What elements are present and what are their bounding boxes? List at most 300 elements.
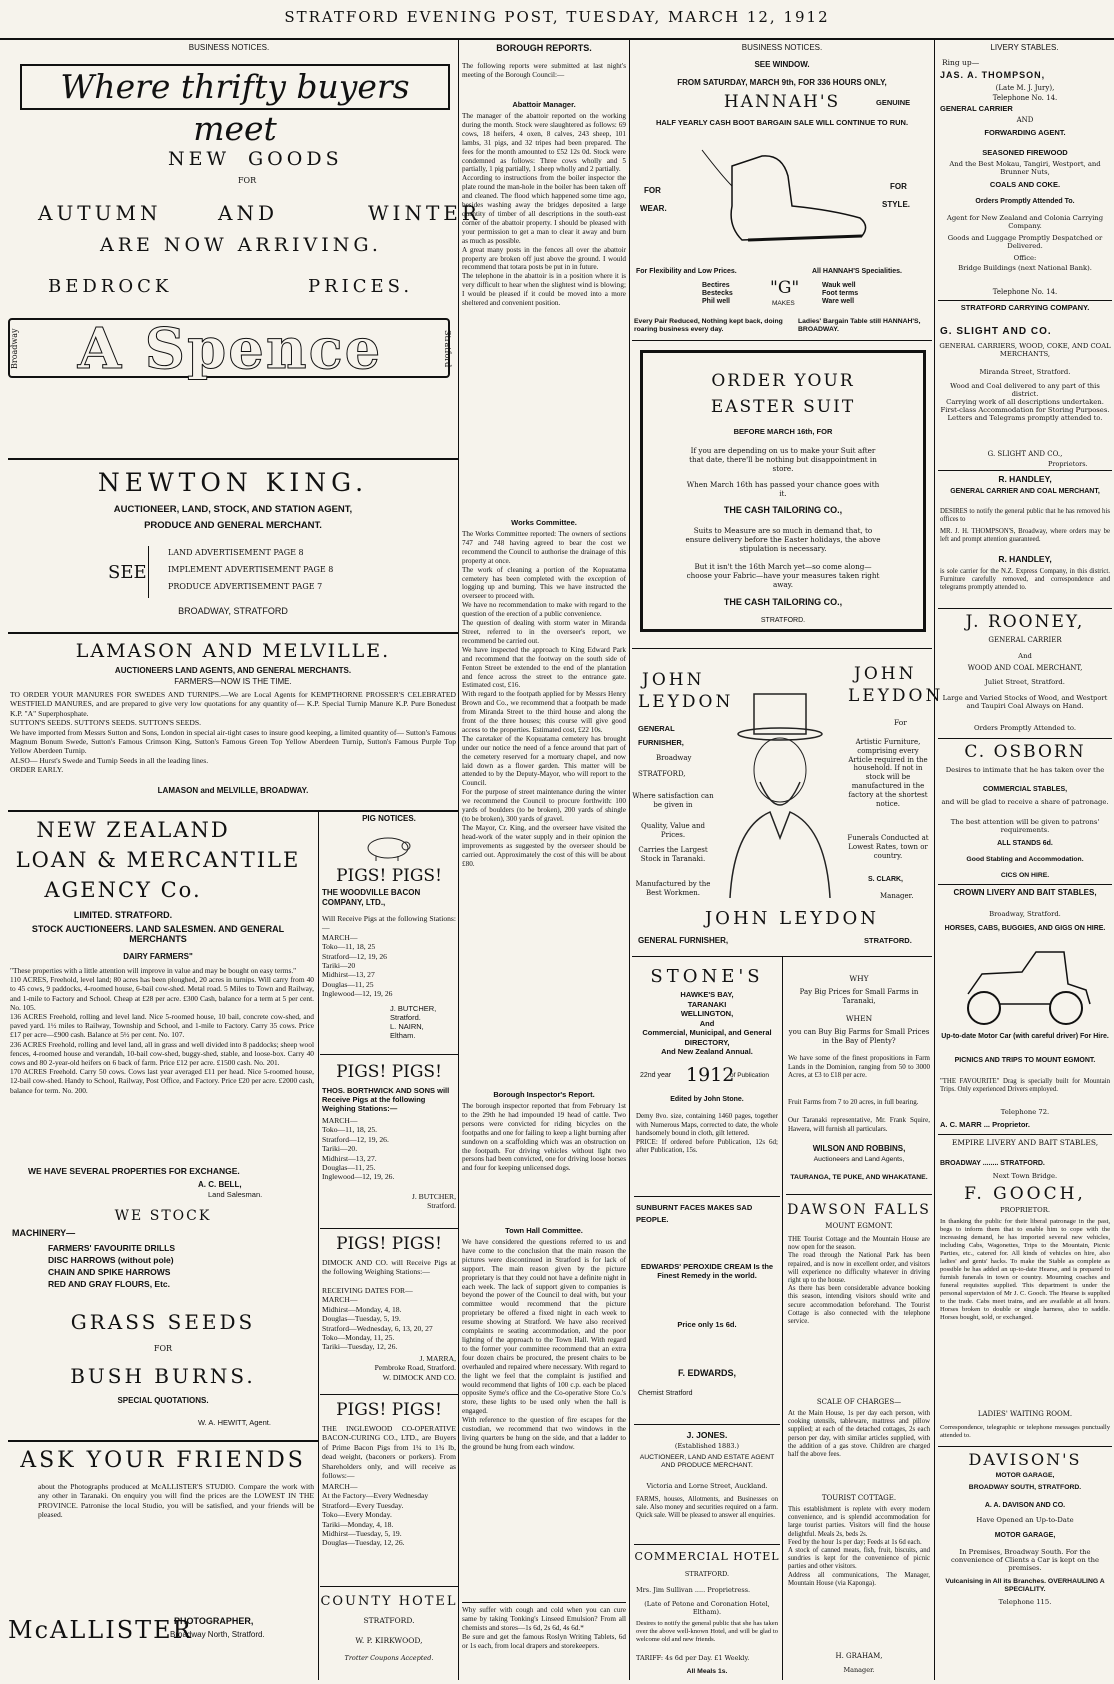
subhead: TOURIST COTTAGE.: [821, 1494, 897, 1502]
text: W. A. HEWITT, Agent.: [198, 1418, 271, 1427]
text: And: [1018, 652, 1032, 660]
text: A. C. MARR ... Proprietor.: [940, 1120, 1031, 1129]
text: HALF YEARLY CASH BOOT BARGAIN SALE WILL CONTINUE TO RUN.: [655, 118, 909, 127]
text: LAMASON and MELVILLE, BROADWAY.: [157, 786, 309, 795]
heading: EMPIRE LIVERY AND BAIT STABLES,: [951, 1138, 1099, 1147]
text: EDWARDS' PEROXIDE CREAM Is the Finest Remedy in the world.: [640, 1262, 774, 1280]
text: Correspondence, telegraphic or telephone messages punctually attended to.: [940, 1424, 1110, 1439]
text: PRODUCE AND GENERAL MERCHANT.: [144, 520, 322, 531]
stock-item: CHAIN AND SPIKE HARROWS: [48, 1267, 171, 1277]
rule: [632, 340, 932, 341]
text: H. GRAHAM,: [835, 1652, 883, 1660]
text: Ladies' Bargain Table still HANNAH'S, BROADWAY.: [798, 318, 921, 333]
text: NEW: [168, 148, 231, 170]
subhead: SCALE OF CHARGES—: [816, 1398, 902, 1406]
text: STOCK AUCTIONEERS. LAND SALESMEN. AND GENERAL MERCHANTS: [31, 924, 285, 944]
body: "These properties with a little attention will improve in value and may be bought on easy terms." 110 ACRES, Freehold, level land; 80 acres has been ploughed, 20 acres in turnips. Will carry from 40 to 45 cows, 9 paddocks, 4-roomed house, 6-bail cow-shed. Metal road. 5 Miles to Town and Railway, and 1-mile to Factory and School. Cheap at £28 per acre. £300 Cash, balance for a term at 5 per cent. No. 105. 136 ACRES Freehold, rolling and level land. Nice 5-roomed house, 10 bail, concrete cow-shed, and paved yard. 1½ miles to Railway, Township and School, and 1-mile to Factory. Carry 35 cows. Price £17 per acre—£900 cash. Balance at 5½ per cent. No. 107. 236 ACRES Freehold, rolling and level land, all in grass and well divided into 8 paddocks; sheep wool fences, 4-roomed house and verandah, 10-bail cow-shed, buggy-shed, stable, and loose-box. Carry 40 cows and 80 2-year-old heifers on 6 back of farm. Price £12 per acre. £1500 cash. No. 201. 170 ACRES Freehold. Carry 50 cows. Cows last year averaged £11 per head. Nice 5-roomed house, 12-bail cow-shed. Handy to School, Railway, Post Office, and Factory. Price £20 per acre. £2000 cash, balance for term. No. 200.: [10, 966, 314, 1095]
text: W. P. KIRKWOOD,: [355, 1636, 423, 1645]
text: GENUINE: [876, 98, 911, 107]
heading: PIGS! PIGS!: [336, 866, 442, 886]
body: MARCH— Toko—11, 18, 25. Stratford—12, 19, 26. Tariki—20. Midhirst—13, 27. Douglas—11, 25. Inglewood—12, 19, 26.: [322, 1116, 395, 1182]
text: TARIFF: 4s 6d per Day. £1 Weekly.: [636, 1654, 750, 1662]
rule: [632, 648, 932, 649]
text: Telephone 115.: [998, 1598, 1052, 1606]
rule: [938, 1134, 1112, 1135]
text: WINTER: [368, 201, 481, 225]
text: STRATFORD.: [864, 936, 912, 945]
rule: [320, 1228, 458, 1229]
sign: J. BUTCHER, Stratford.: [411, 1192, 456, 1211]
body: Fruit Farms from 7 to 20 acres, in full bearing.: [788, 1098, 919, 1106]
text: AUCTIONEER, LAND, STOCK, AND STATION AGENT,: [113, 504, 353, 515]
col-divider: [458, 40, 459, 1680]
text: BROADWAY ........ STRATFORD.: [940, 1160, 1045, 1167]
pig-notices: [320, 814, 458, 1680]
column-header: BUSINESS NOTICES.: [188, 43, 270, 52]
items: [48, 1242, 175, 1290]
rule: [320, 1586, 458, 1587]
text: GENERAL: [638, 724, 675, 733]
text: G. SLIGHT AND CO.,: [987, 450, 1063, 458]
dawson-falls-ad: [786, 1196, 932, 1680]
body: The borough inspector reported that from February 1st to the 29th he had impounded 19 head of cattle. Two persons were convicted for riding bicycles on the footpaths and one for failing to keep a light burning after sundown on a scaffolding which was an obstruction on the footpath. For driving vehicles without light two persons had been convicted, one for driving loose horses and four for keeping unlicensed dogs.: [462, 1102, 626, 1173]
heading: AGENCY Co.: [44, 878, 202, 902]
subhead: Abattoir Manager.: [512, 100, 576, 109]
rule: [634, 1424, 780, 1425]
text: Bridge Buildings (next National Bank).: [958, 264, 1092, 272]
text: Every Pair Reduced, Nothing kept back, doing roaring business every day.: [634, 318, 783, 333]
subhead: Works Committee.: [511, 518, 577, 527]
text: WEAR.: [640, 204, 667, 213]
broadway-scroll: Broadway: [10, 328, 19, 370]
body: Demy 8vo. size, containing 1460 pages, together with Numerous Maps, corrected to date, the whole handsomely bound in cloth, gilt lettered. PRICE: If ordered before Publication, 12s 6d; after Publication, 15s.: [636, 1112, 778, 1154]
brand-banner: [8, 316, 452, 382]
body: MARCH— At the Factory—Every Wednesday Stratford—Every Tuesday. Toko—Every Monday. Tariki—Monday, 4, 18. Midhirst—Tuesday, 5, 19. Douglas—Tuesday, 12, 26.: [322, 1482, 429, 1548]
heading: F. GOOCH,: [964, 1184, 1086, 1204]
text: LAND ADVERTISEMENT PAGE 8: [168, 548, 304, 557]
text: BEFORE MARCH 16th, FOR: [733, 427, 833, 436]
body: RECEIVING DATES FOR— MARCH— Midhirst—Monday, 4, 18. Douglas—Tuesday, 5, 19. Stratford—Wednesday, 6, 13, 20, 27 Toko—Monday, 11, 25. Tariki—Tuesday, 12, 26.: [322, 1286, 433, 1352]
header: PIG NOTICES.: [362, 814, 416, 823]
text: SEE WINDOW.: [754, 60, 810, 69]
text: (Late of Petone and Coronation Hotel, Eltham).: [644, 1600, 770, 1616]
text: THE CASH TAILORING CO.,: [723, 597, 843, 607]
text: BROADWAY, STRATFORD: [178, 606, 288, 616]
heading: R. HANDLEY,: [998, 474, 1052, 484]
text: Mrs. Jim Sullivan ..... Proprietress.: [636, 1586, 751, 1594]
text: THE WOODVILLE BACON COMPANY, LTD.,: [322, 888, 421, 907]
text: THOS. BORTHWICK AND SONS will Receive Pigs at the following Weighing Stations:—: [322, 1086, 450, 1113]
text: COALS AND COKE.: [989, 180, 1061, 189]
text: Victoria and Lorne Street, Auckland.: [646, 1482, 768, 1490]
rule: [8, 458, 458, 460]
spence-ad: [8, 56, 481, 456]
text: Where satisfaction can be given in: [632, 792, 714, 809]
heading: WE STOCK: [114, 1208, 212, 1224]
col-divider: [934, 40, 935, 1680]
text: (Late M. J. Jury),: [995, 84, 1055, 92]
text: COMMERCIAL STABLES,: [982, 786, 1068, 793]
text: DIMOCK AND CO. will Receive Pigs at the following Weighing Stations:—: [322, 1258, 456, 1277]
text: Broadway: [656, 754, 692, 762]
rule: [938, 608, 1112, 609]
text: Chemist Stratford: [638, 1390, 693, 1397]
text: STRATFORD.: [363, 1616, 415, 1625]
text: STRATFORD.: [760, 617, 806, 624]
text: FURNISHER,: [638, 738, 684, 747]
text: SUNBURNT FACES MAKES SAD PEOPLE.: [636, 1203, 753, 1224]
body: TO ORDER YOUR MANURES FOR SWEDES AND TURNIPS.—We are Local Agents for KEMPTHORNE PROSSER'S CELEBRATED WESTFIELD MANURES, and are prepared to give very low quotations for any quantity of— K.P. Special Turnip Manure K.P. Pure Bonedust K.P. "A" Superphosphate. SUTTON'S SEEDS. SUTTON'S SEEDS. SUTTON'S SEEDS. We have imported from Messrs Sutton and Sons, London in special air-tight cases to insure good keeping, a limited quantity of— Sutton's Famous Magnum Bonum Swede, Sutton's Famous Crimson King, Sutton's Famous Green Top Yellow Aberdeen Turnip, Sutton's Famous Purple Top Yellow Aberdeen Turnip. ALSO— Hurst's Swede and Turnip Seeds in all the leading lines. ORDER EARLY.: [10, 690, 456, 775]
text: 22nd year: [640, 1072, 672, 1079]
heading: R. HANDLEY,: [998, 554, 1052, 564]
text: BEDROCK: [48, 276, 173, 297]
motor-car-icon: [952, 944, 1098, 1028]
text: AND: [218, 201, 278, 225]
heading: ASK YOUR FRIENDS: [20, 1448, 306, 1473]
rule: [8, 810, 458, 812]
heading: COMMERCIAL HOTEL: [634, 1550, 780, 1563]
text: Have Opened an Up-to-Date: [976, 1516, 1074, 1524]
text: But it isn't the 16th March yet—so come along—choose your Fabric—have your measures taken right away.: [686, 562, 880, 589]
pig-icon: [360, 832, 416, 862]
rule: [938, 300, 1112, 301]
text: A. A. DAVISON AND CO.: [984, 1502, 1066, 1509]
col-divider: [318, 812, 319, 1680]
text: All Meals 1s.: [686, 1668, 728, 1675]
text: STRATFORD.: [684, 1570, 730, 1578]
heading: BUSH BURNS.: [70, 1364, 256, 1388]
text: LADIES' WAITING ROOM.: [977, 1410, 1073, 1418]
text: AND: [1016, 116, 1034, 124]
leydon-ad: [632, 652, 944, 956]
stones-ad: [634, 960, 780, 1240]
text: Manager.: [843, 1666, 875, 1674]
text: DAIRY FARMERS": [123, 952, 193, 961]
heading: NEWTON KING.: [97, 468, 369, 497]
text: Miranda Street, Stratford.: [979, 368, 1071, 376]
text: MOTOR GARAGE,: [995, 1472, 1055, 1479]
text: ALL STANDS 6d.: [997, 840, 1053, 847]
text: Carries the Largest Stock in Taranaki.: [638, 846, 708, 863]
rule: [938, 884, 1112, 885]
text: Juliet Street, Stratford.: [985, 678, 1065, 686]
rule: [634, 1544, 780, 1545]
text: Office:: [1013, 254, 1037, 262]
text: STRATFORD,: [638, 770, 686, 778]
text: All HANNAH'S Specialities.: [812, 268, 902, 275]
text: Manufactured by the Best Workmen.: [635, 880, 711, 897]
text: Telephone No. 14.: [992, 94, 1058, 102]
rule: [462, 1602, 626, 1603]
heading: LEYDON: [848, 686, 944, 706]
text: Up-to-date Motor Car (with careful driver) For Hire.: [941, 1033, 1109, 1040]
text: CICS ON HIRE.: [1000, 872, 1050, 879]
text: LIMITED. STRATFORD.: [73, 910, 173, 920]
text: Pay Big Prices for Small Farms in Taranaki,: [799, 988, 919, 1005]
text: J. BUTCHER,: [390, 1004, 437, 1013]
text: GENERAL FURNISHER,: [638, 936, 729, 945]
text: Next Town Bridge.: [992, 1172, 1058, 1180]
text: SEASONED FIREWOOD: [982, 148, 1068, 157]
text: BROADWAY SOUTH, STRATFORD.: [968, 1484, 1082, 1491]
text: GENERAL CARRIERS, WOOD, COKE, AND COAL MERCHANTS,: [939, 342, 1111, 358]
bracket: [148, 546, 150, 598]
text: Eltham.: [390, 1031, 416, 1040]
sign: J. MARRA, Pembroke Road, Stratford. W. DIMOCK AND CO.: [374, 1354, 456, 1382]
text: MR. J. H. THOMPSON'S, Broadway, where orders may be left and prompt attention guaranteed.: [940, 528, 1110, 543]
text: (Established 1883.): [674, 1442, 740, 1450]
hannahs-ad: [632, 56, 932, 340]
text: F. EDWARDS,: [677, 1368, 736, 1378]
body: FARMS, houses, Allotments, and Businesses on sale. Also money and securities required on a farm. Quick sale. Will be pleased to answer all enquiries.: [636, 1496, 778, 1520]
text: GENERAL CARRIER: [988, 636, 1062, 644]
text: MOUNT EGMONT.: [825, 1222, 893, 1230]
text: Desires to intimate that he has taken over the: [945, 766, 1105, 774]
text: STRATFORD CARRYING COMPANY.: [960, 303, 1090, 312]
body: We have some of the finest propositions in Farm Lands in the Dominion, ranging from 50 to 3000 Acres, at £3 to £18 per acre.: [788, 1054, 930, 1080]
rule: [938, 738, 1112, 739]
text: PROPRIETOR.: [1000, 1206, 1050, 1214]
text: PRICES.: [308, 276, 414, 297]
text: GOODS: [248, 148, 343, 170]
text: WHY: [849, 974, 869, 983]
text: SEE: [108, 562, 147, 583]
body: Will Receive Pigs at the following Stations:— MARCH— Toko—11, 18, 25 Stratford—12, 19, 26 Tariki—20 Midhirst—13, 27 Douglas—11, 25 Inglewood—12, 19, 26: [322, 914, 456, 999]
text: STYLE.: [882, 200, 911, 209]
text: MAKES: [772, 300, 795, 307]
text: is sole carrier for the N.Z. Express Company, in this district. Furniture carefully removed, and correspondence and telegrams promptly attended to.: [940, 568, 1110, 591]
rule: [634, 1196, 780, 1197]
column-header: BOROUGH REPORTS.: [496, 43, 592, 53]
text: Wauk well Foot terms Ware well: [822, 282, 859, 305]
text: Vulcanising in All its Branches. OVERHAULING A SPECIALITY.: [945, 1578, 1105, 1593]
text: Edited by John Stone.: [670, 1096, 744, 1103]
text: HORSES, CABS, BUGGIES, AND GIGS ON HIRE.: [944, 925, 1106, 932]
heading: McALLISTER: [8, 1616, 193, 1644]
text: FOR: [153, 1344, 173, 1353]
portrait-icon: [720, 688, 840, 908]
heading: LOAN & MERCANTILE: [15, 848, 301, 872]
text: For: [894, 718, 907, 727]
text: IMPLEMENT ADVERTISEMENT PAGE 8: [168, 565, 334, 574]
text: of Publication: [730, 1072, 770, 1079]
text: ARE NOW ARRIVING.: [100, 234, 382, 256]
mcallister-ad: [8, 1444, 318, 1680]
text: THE INGLEWOOD CO-OPERATIVE BACON-CURING CO., LTD., are Buyers of Prime Bacon Pigs from 1¼ to 1¾ lb, dead weight, (baconers or porkers). From Shareholders only, and will receive as follows:—: [322, 1424, 456, 1481]
text: GENERAL CARRIER: [940, 104, 1013, 113]
body: Why suffer with cough and cold when you can cure same by taking Tonking's Linseed Emulsion? From all chemists and stores—1s 6d, 2s 6d, 4s 6d.* Be sure and get the famous Roslyn Writing Tablets, 6d or 1s each, from local drapers and storekeepers.: [462, 1606, 626, 1650]
text: PRODUCE ADVERTISEMENT PAGE 7: [168, 582, 323, 591]
rule: [786, 1194, 932, 1195]
column-header: LIVERY STABLES.: [990, 43, 1059, 52]
text: WOOD AND COAL MERCHANT,: [967, 664, 1083, 672]
rule: [938, 1446, 1112, 1447]
text: Orders Promptly Attended to.: [973, 724, 1077, 732]
text: FROM SATURDAY, MARCH 9th, FOR 336 HOURS ONLY,: [677, 78, 887, 87]
text: FORWARDING AGENT.: [984, 128, 1066, 137]
heading: JOHN: [854, 664, 917, 684]
rule: [938, 470, 1112, 471]
heading: NEW ZEALAND: [36, 818, 230, 842]
col-divider: [782, 956, 783, 1680]
rule: [8, 632, 458, 634]
heading: J. JONES.: [686, 1430, 728, 1440]
text: Stratford.: [390, 1013, 421, 1022]
boot-icon: [692, 146, 872, 256]
heading: LEYDON: [638, 692, 734, 712]
text: Auctioneers and Land Agents,: [813, 1156, 905, 1163]
text: L. NAIRN,: [390, 1022, 424, 1031]
text: AUCTIONEERS LAND AGENTS, AND GENERAL MERCHANTS.: [114, 666, 352, 675]
text: Suits to Measure are so much in demand that, to ensure delivery before the Easter holidays, the above stipulation is necessary.: [685, 526, 881, 553]
body: We have considered the questions referred to us and have come to the conclusion that the main reason the pictures were discontinued in Stratford is for lack of support. The main reason given by the picture proprietary is that they could not have a definite night in each week. The lack of support given to companies is beyond the power of the Council to deal with, but your committee would recommend that the picture proprietary be offered a fixed night in each week to resume showing at Stratford. We have also received complaints re seating accommodation, and the poor lighting of the approach to the Town Hall. With regard to the former your committee recommend that an extra four dozen chairs be procured, the present chairs to be overhauled and repaired where necessary. With regard to the light we feel that the complaint is justified and would recommend that lights of 100 c.p. each be placed opposite Syme's office and the Co-operative Store Co.'s store, these lights to be used only when the hall is engaged. With reference to the question of fire escapes for the custodian, we recommend that two windows in the living quarters be hung on the side, and that a ladder to the ground be hung from each window.: [462, 1238, 626, 1451]
text: FOR: [890, 182, 907, 191]
text: and will be glad to receive a share of patronage.: [941, 798, 1109, 806]
text: Land Salesman.: [208, 1190, 263, 1199]
stock-ad: [8, 1204, 318, 1464]
text: For Flexibility and Low Prices.: [636, 268, 737, 275]
text: WHEN: [845, 1014, 873, 1023]
heading: PIGS! PIGS!: [336, 1234, 442, 1254]
text: Quality, Value and Prices.: [640, 822, 706, 839]
text: Funerals Conducted at Lowest Rates, town or country.: [847, 834, 929, 860]
body: This establishment is replete with every modern convenience, and is splendid accommodation for large tourist parties. Visitors will find the house delightful. Meals 2s, beds 2s. Feed by the hour 1s per day; Feeds at 1s 6d each. A stock of canned meats, fish, fruit, biscuits, and sundries is kept for the convenience of picnic parties and other visitors. Address all communications, The Manager, Mountain House (via Kaponga).: [788, 1506, 930, 1587]
brand-name: A Spence: [77, 316, 383, 382]
rule: [320, 1394, 458, 1395]
text: GENERAL CARRIER AND COAL MERCHANT,: [950, 488, 1100, 495]
heading: DAVISON'S: [968, 1450, 1082, 1469]
heading: COUNTY HOTEL: [320, 1594, 458, 1609]
jones-ad: [634, 1426, 780, 1680]
col-divider: [629, 40, 630, 1680]
body: At the Main House, 1s per day each person, with cooking utensils, tableware, mattress and pillow supplied; at each of the detached cottages, 2s each person per day, with similar articles supplied, with the addition of a gas stove. Children are charged half the above fees.: [788, 1410, 930, 1459]
text: Orders Promptly Attended To.: [975, 198, 1075, 205]
text: WE HAVE SEVERAL PROPERTIES FOR EXCHANGE.: [28, 1166, 240, 1176]
heading: G. SLIGHT AND CO.: [940, 326, 1052, 337]
livery-column: [938, 56, 1112, 1680]
text: If you are depending on us to make your Suit after that date, there'll be nothing but disappointment in store.: [689, 446, 877, 473]
heading: ORDER YOUR: [711, 371, 855, 391]
cash-tailoring-ad: [640, 350, 926, 632]
subhead: Borough Inspector's Report.: [493, 1090, 595, 1099]
body: Our Taranaki representative, Mr. Frank Squire, Hawera, will furnish all particulars.: [788, 1116, 930, 1133]
heading: CROWN LIVERY AND BAIT STABLES,: [953, 888, 1097, 897]
heading: HANNAH'S: [723, 92, 841, 112]
heading: WILSON AND ROBBINS,: [812, 1144, 906, 1153]
wilson-robbins-ad: [786, 960, 932, 1174]
heading: J. ROONEY,: [965, 612, 1085, 632]
text: THE CASH TAILORING CO.,: [723, 505, 843, 515]
text: AUCTIONEER, LAND AND ESTATE AGENT AND PRODUCE MERCHANT.: [639, 1454, 775, 1469]
text: Telephone No. 14.: [992, 288, 1058, 296]
heading: PIGS! PIGS!: [336, 1062, 442, 1082]
body: THE Tourist Cottage and the Mountain House are now open for the season. The road through the National Park has been repaired, and is now in excellent order, and visitors will experience no difficulty whatever in driving right up to the house. As there has been considerable advance booking this season, intending visitors should write and secure accommodation beforehand. The Tourist Cottage is also connected with the telephone service.: [788, 1236, 930, 1326]
text: Bectires Bestecks Phil well: [702, 282, 733, 305]
heading: PIGS! PIGS!: [336, 1400, 442, 1420]
text: MACHINERY—: [12, 1228, 76, 1238]
text: SPECIAL QUOTATIONS.: [117, 1396, 209, 1405]
text: Trotter Coupons Accepted.: [344, 1654, 434, 1662]
sign: [390, 1004, 436, 1040]
text: PHOTOGRAPHER,: [174, 1616, 254, 1626]
body: Desires to notify the general public that she has taken over the above well-known Hotel, and will be glad to welcome old and new friends.: [636, 1620, 778, 1643]
text: Agent for New Zealand and Colonia Carrying Company.: [946, 214, 1104, 230]
text: Price only 1s 6d.: [677, 1320, 737, 1329]
body: about the Photographs produced at McALLISTER'S STUDIO. Compare the work with any other in Taranaki. On enquiry you will find the prices are the LOWEST IN THE PROVINCE. Patronise the local Studio, you will be satisfied, and your friends will be pleased.: [38, 1482, 314, 1520]
body: In thanking the public for their liberal patronage in the past, begs to inform them that to enable him to cope with the increasing demand, he has imported several new vehicles, including Cabs, Wagonettes, Trips to the Mountain, Picnic Parties, etc., catered for. All kinds of vehicles on hire, also ladies' and gents' hacks. To make the Stable as complete as possible he has added an up-to-date Hearse, and is prepared to furnish funerals in town or country. Mourning coaches and funeral requisites supplied. This department is under the personal supervision of Mr J. C. Gooch. The Hearse is supplied to the trade. Cabs meet trains, and are available at all hours. Horses broken to double or single harness, also to saddle. Horses bought, sold, or exchanged.: [940, 1218, 1110, 1321]
text: The following reports were submitted at last night's meeting of the Borough Council:—: [462, 62, 626, 79]
rule: [320, 1054, 458, 1055]
text: Goods and Luggage Promptly Despatched or Delivered.: [947, 234, 1103, 250]
text: "G": [770, 278, 800, 298]
text: Good Stabling and Accommodation.: [966, 856, 1084, 863]
text: you can Buy Big Farms for Small Prices in the Bay of Plenty?: [788, 1028, 930, 1045]
text: Manager.: [880, 892, 914, 900]
text: FARMERS—NOW IS THE TIME.: [174, 677, 292, 686]
peroxide-ad: [634, 1244, 780, 1424]
stock-item: DISC HARROWS (without pole): [48, 1255, 174, 1265]
text: Proprietors.: [1048, 460, 1088, 468]
text: S. CLARK,: [868, 876, 903, 883]
top-rule: [0, 38, 1114, 40]
text: Broadway North, Stratford.: [170, 1630, 265, 1639]
text: Ring up—: [942, 58, 980, 67]
text: Large and Varied Stocks of Wood, and Westport and Taupiri Coal Always on Hand.: [942, 694, 1108, 710]
heading: JAS. A. THOMPSON,: [940, 70, 1046, 80]
heading: JOHN: [642, 670, 705, 690]
text: The best attention will be given to patrons' requirements.: [950, 818, 1100, 834]
lamason-ad: [8, 636, 458, 806]
text: FOR: [238, 176, 257, 185]
body: The Works Committee reported: The owners of sections 747 and 748 having agreed to bear the cost we recommend the Council to authorise the drainage of this property at once. The work of cleaning a portion of the Kopuatama cemetery has been completed with the exception of logging up and burning. This we have instructed the overseer to proceed with. We have no recommendation to make with regard to the question of the erection of a public convenience. The question of dealing with storm water in Miranda Street, referred to in the overseer's report, we recommend be carried out. We have inspected the approach to King Edward Park and recommend that the footway on the south side of Fenton Street be extended to the end of the plantation and fence across the street to the entrance gate. Estimated cost, £16. With regard to the footpath applied for by Messrs Henry Brown and Co., we recommend that a footpath be made from Miranda Street to the third house and along the front of the three houses; this course will give good access to the properties. Estimated cost, £22 10s. The caretaker of the Kopuatama cemetery has brought under our notice the need of a fence around that part of the cemetery reserved for a mortuary chapel, and now laid down as a flower garden. This matter will be attended to by the Deputy-Mayor, who will report to the Council. For the purpose of street maintenance during the winter we recommend the Council to procure forthwith: 100 yards of boulders (to be broken), 200 yards of shingle (to be broken), 300 yards of gravel. The Mayor, Cr. King, and the overseer have visited the head-work of the water supply and in their opinion the improvements as suggested by the overseer should be carried out. Approximately the cost of this will be about £80.: [462, 530, 626, 868]
stratford-scroll: Stratford: [443, 330, 452, 368]
text: Artistic Furniture, comprising every Article required in the household. If not in stock will be manufactured in the factory at the shortest notice.: [848, 738, 928, 808]
text: And the Best Mokau, Tangiri, Westport, and Brunner Nuts,: [949, 160, 1101, 176]
masthead: STRATFORD EVENING POST, TUESDAY, MARCH 12, 1912: [284, 8, 830, 26]
subhead: Town Hall Committee.: [505, 1226, 583, 1235]
text: "THE FAVOURITE" Drag is specially built for Mountain Trips. Only experienced Drivers employed.: [940, 1078, 1110, 1093]
text: FOR: [644, 186, 661, 195]
body: The manager of the abattoir reported on the working during the month. Stock were slaughtered as follows: 69 cows, 18 heifers, 4 oxen, 8 calves, 243 sheep, 101 lambs, 31 pigs, and 32 tripes had been prepared. The fees for the month amounted to £52 12s 0d. Stock were condemned as follows: Three cows wholly and 5 partially, 1 pig partially, 1 sheep wholly and 2 partially. According to instructions from the boiler inspector the plate round the man-hole in the boiler has been taken off and cleaned. The flood which happened some time ago, besides washing away the bridges deposited a large quantity of timber of all descriptions in the south-east corner of the abattoir property. I should be pleased with your permission to get a man to clear it away and burn as much as possible. A great many posts in the fences all over the abattoir property are broken off just above the ground. I would recommend that totara posts be put in in future. The telephone in the abattoir is in a position where it is very difficult to hear when the slightest wind is blowing; I would be pleased if it could be moved into a more sheltered and convenient position.: [462, 112, 626, 308]
newton-king-ad: [8, 462, 458, 632]
text: DESIRES to notify the general public that he has removed his offices to: [940, 508, 1110, 523]
wilson-address: TAURANGA, TE PUKE, AND WHAKATANE.: [790, 1174, 928, 1181]
column-header: BUSINESS NOTICES.: [741, 43, 823, 52]
text: In Premises, Broadway South. For the convenience of Clients a Car is kept on the premises.: [950, 1548, 1100, 1572]
text: 1912: [686, 1064, 735, 1086]
rule: [8, 1440, 318, 1442]
text: Wood and Coal delivered to any part of this district. Carrying work of all descriptions undertaken. First-class Accommodation for Storing Purposes. Letters and Telegrams promptly attended to.: [940, 382, 1110, 422]
heading: DAWSON FALLS: [787, 1202, 931, 1218]
text: HAWKE'S BAY, TARANAKI WELLINGTON, And Commercial, Municipal, and General DIRECTORY, And New Zealand Annual.: [642, 990, 772, 1056]
borough-reports: [462, 58, 626, 1678]
text: AUTUMN: [38, 201, 162, 225]
heading: LAMASON AND MELVILLE.: [75, 640, 391, 662]
stock-item: FARMERS' FAVOURITE DRILLS: [48, 1243, 176, 1253]
heading: STONE'S: [650, 966, 764, 987]
slogan: Where thrifty buyers meet: [20, 64, 450, 110]
heading: C. OSBORN: [964, 742, 1086, 762]
heading: EASTER SUIT: [710, 397, 856, 417]
heading: JOHN LEYDON: [704, 908, 880, 929]
text: Broadway, Stratford.: [989, 910, 1061, 918]
text: When March 16th has passed your chance goes with it.: [686, 480, 880, 498]
stock-item: RED AND GRAY FLOURS, Etc.: [48, 1279, 171, 1289]
text: A. C. BELL,: [198, 1180, 242, 1189]
text: Telephone 72.: [1000, 1108, 1050, 1116]
text: PICNICS AND TRIPS TO MOUNT EGMONT.: [954, 1057, 1096, 1064]
heading: GRASS SEEDS: [70, 1310, 256, 1334]
